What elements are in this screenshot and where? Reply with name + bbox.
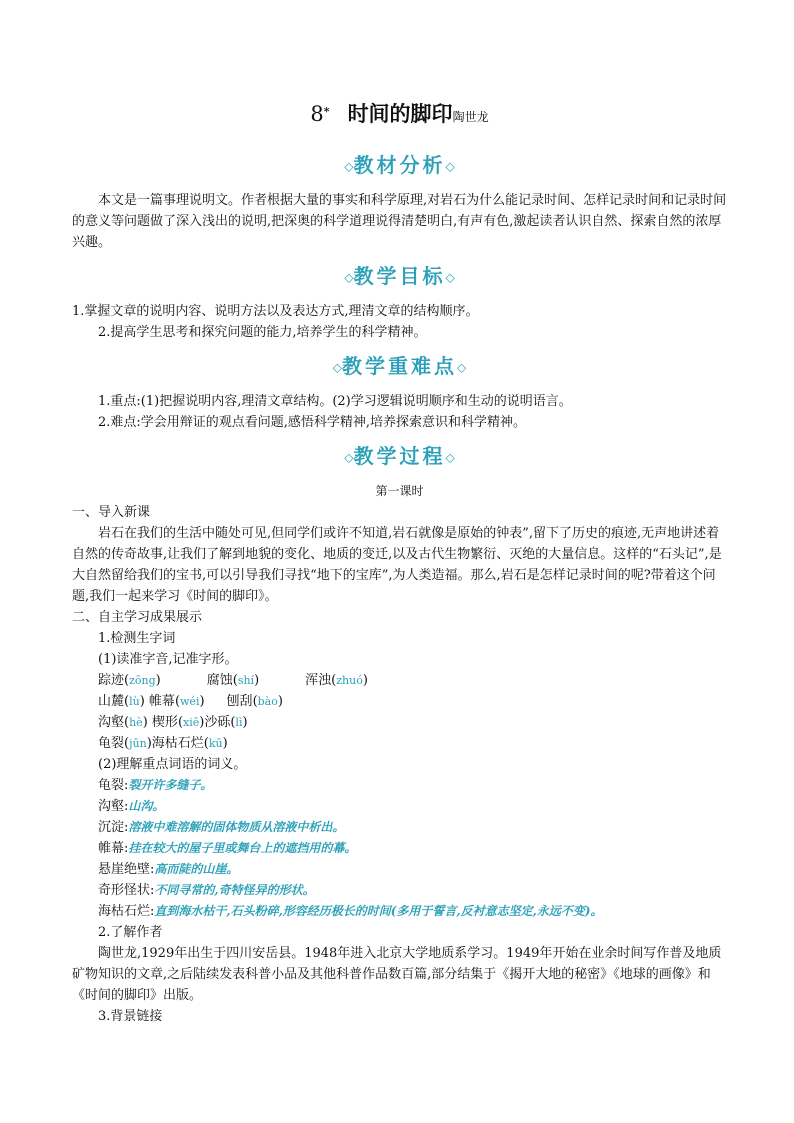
section-heading-process: ◇教学过程◇ [344, 444, 455, 468]
diamond-icon: ◇ [344, 450, 354, 465]
sub-heading: (2)理解重点词语的词义。 [98, 757, 247, 772]
part-heading: 二、自主学习成果展示 [72, 610, 203, 625]
definition-row: 帷幕:挂在较大的屋子里或舞台上的遮挡用的幕。 [98, 841, 357, 856]
diamond-icon: ◇ [344, 159, 354, 174]
author-paragraph: 陶世龙,1929年出生于四川安岳县。1948年进入北京大学地质系学习。1949年开始在业余时间写作普及地质矿物知识的文章,之后陆续发表科普小品及其他科普作品数百篇,部分结集于《揭开大地的秘密》《地球的画像》和《时间的脚印》出版。 [72, 946, 722, 1003]
section-heading-analysis: ◇教材分析◇ [344, 153, 455, 177]
part-heading: 一、导入新课 [72, 505, 151, 520]
diamond-icon: ◇ [445, 270, 455, 285]
analysis-paragraph: 本文是一篇事理说明文。作者根据大量的事实和科学原理,对岩石为什么能记录时间、怎样记录时间和记录时间的意义等问题做了深入浅出的说明,把深奥的科学道理说得清楚明白,有声有色,激起读者认识自然、探索自然的浓厚兴趣。 [72, 193, 727, 250]
star-mark: * [323, 105, 330, 118]
definition-row: 海枯石烂:直到海水枯干,石头粉碎,形容经历极长的时间(多用于誓言,反衬意志坚定,永远不变)。 [98, 904, 603, 919]
goal-item: 1.掌握文章的说明内容、说明方法以及表达方式,理清文章的结构顺序。 [72, 304, 479, 319]
diamond-icon: ◇ [344, 270, 354, 285]
keypoint-item: 1.重点:(1)把握说明内容,理清文章结构。(2)学习逻辑说明顺序和生动的说明语言。 [98, 394, 572, 409]
section-heading-goals: ◇教学目标◇ [344, 264, 455, 288]
sub-heading: (1)读准字音,记准字形。 [98, 652, 238, 667]
definition-row: 龟裂:裂开许多缝子。 [98, 778, 213, 793]
word-row: 踪迹(zōng) 腐蚀(shí) 浑浊(zhuó) [98, 673, 368, 688]
definition-row: 悬崖绝壁:高而陡的山崖。 [98, 862, 239, 877]
author-name: 陶世龙 [452, 110, 489, 124]
sub-heading: 1.检测生字词 [98, 631, 176, 646]
definition-row: 沟壑:山沟。 [98, 799, 165, 814]
title-text: 时间的脚印 [347, 101, 453, 126]
sub-heading: 3.背景链接 [98, 1009, 163, 1024]
diamond-icon: ◇ [445, 450, 455, 465]
lesson-number: 8 [310, 102, 324, 126]
diamond-icon: ◇ [457, 360, 467, 375]
diamond-icon: ◇ [445, 159, 455, 174]
lesson-label: 第一课时 [375, 484, 424, 498]
word-row: 龟裂(jūn)海枯石烂(kū) [98, 736, 228, 751]
keypoint-item: 2.难点:学会用辩证的观点看问题,感悟科学精神,培养探索意识和科学精神。 [98, 415, 527, 430]
intro-paragraph: 岩石在我们的生活中随处可见,但同学们或许不知道,岩石就像是原始的钟表”,留下了历史的痕迹,无声地讲述着自然的传奇故事,让我们了解到地貌的变化、地质的变迁,以及古代生物繁衍、灭绝的大量信息。这样的“石头记”,是大自然留给我们的宝书,可以引导我们寻找“地下的宝库”,为人类造福。那么,岩石是怎样记录时间的呢?带着这个问题,我们一起来学习《时间的脚印》。 [72, 526, 722, 604]
goal-item: 2.提高学生思考和探究问题的能力,培养学生的科学精神。 [98, 325, 427, 340]
document-page [72, 100, 727, 1027]
definition-row: 奇形怪状:不同寻常的,奇特怪异的形状。 [98, 883, 315, 898]
section-heading-keypoints: ◇教学重难点◇ [332, 354, 467, 378]
word-row: 沟壑(hè) 楔形(xiē)沙砾(lì) [98, 715, 248, 730]
definition-row: 沉淀:溶液中难溶解的固体物质从溶液中析出。 [98, 820, 345, 835]
diamond-icon: ◇ [332, 360, 342, 375]
sub-heading: 2.了解作者 [98, 925, 163, 940]
page-title [72, 100, 727, 128]
word-row: 山麓(lù) 帷幕(wéi) 刨刮(bào) [98, 694, 283, 709]
